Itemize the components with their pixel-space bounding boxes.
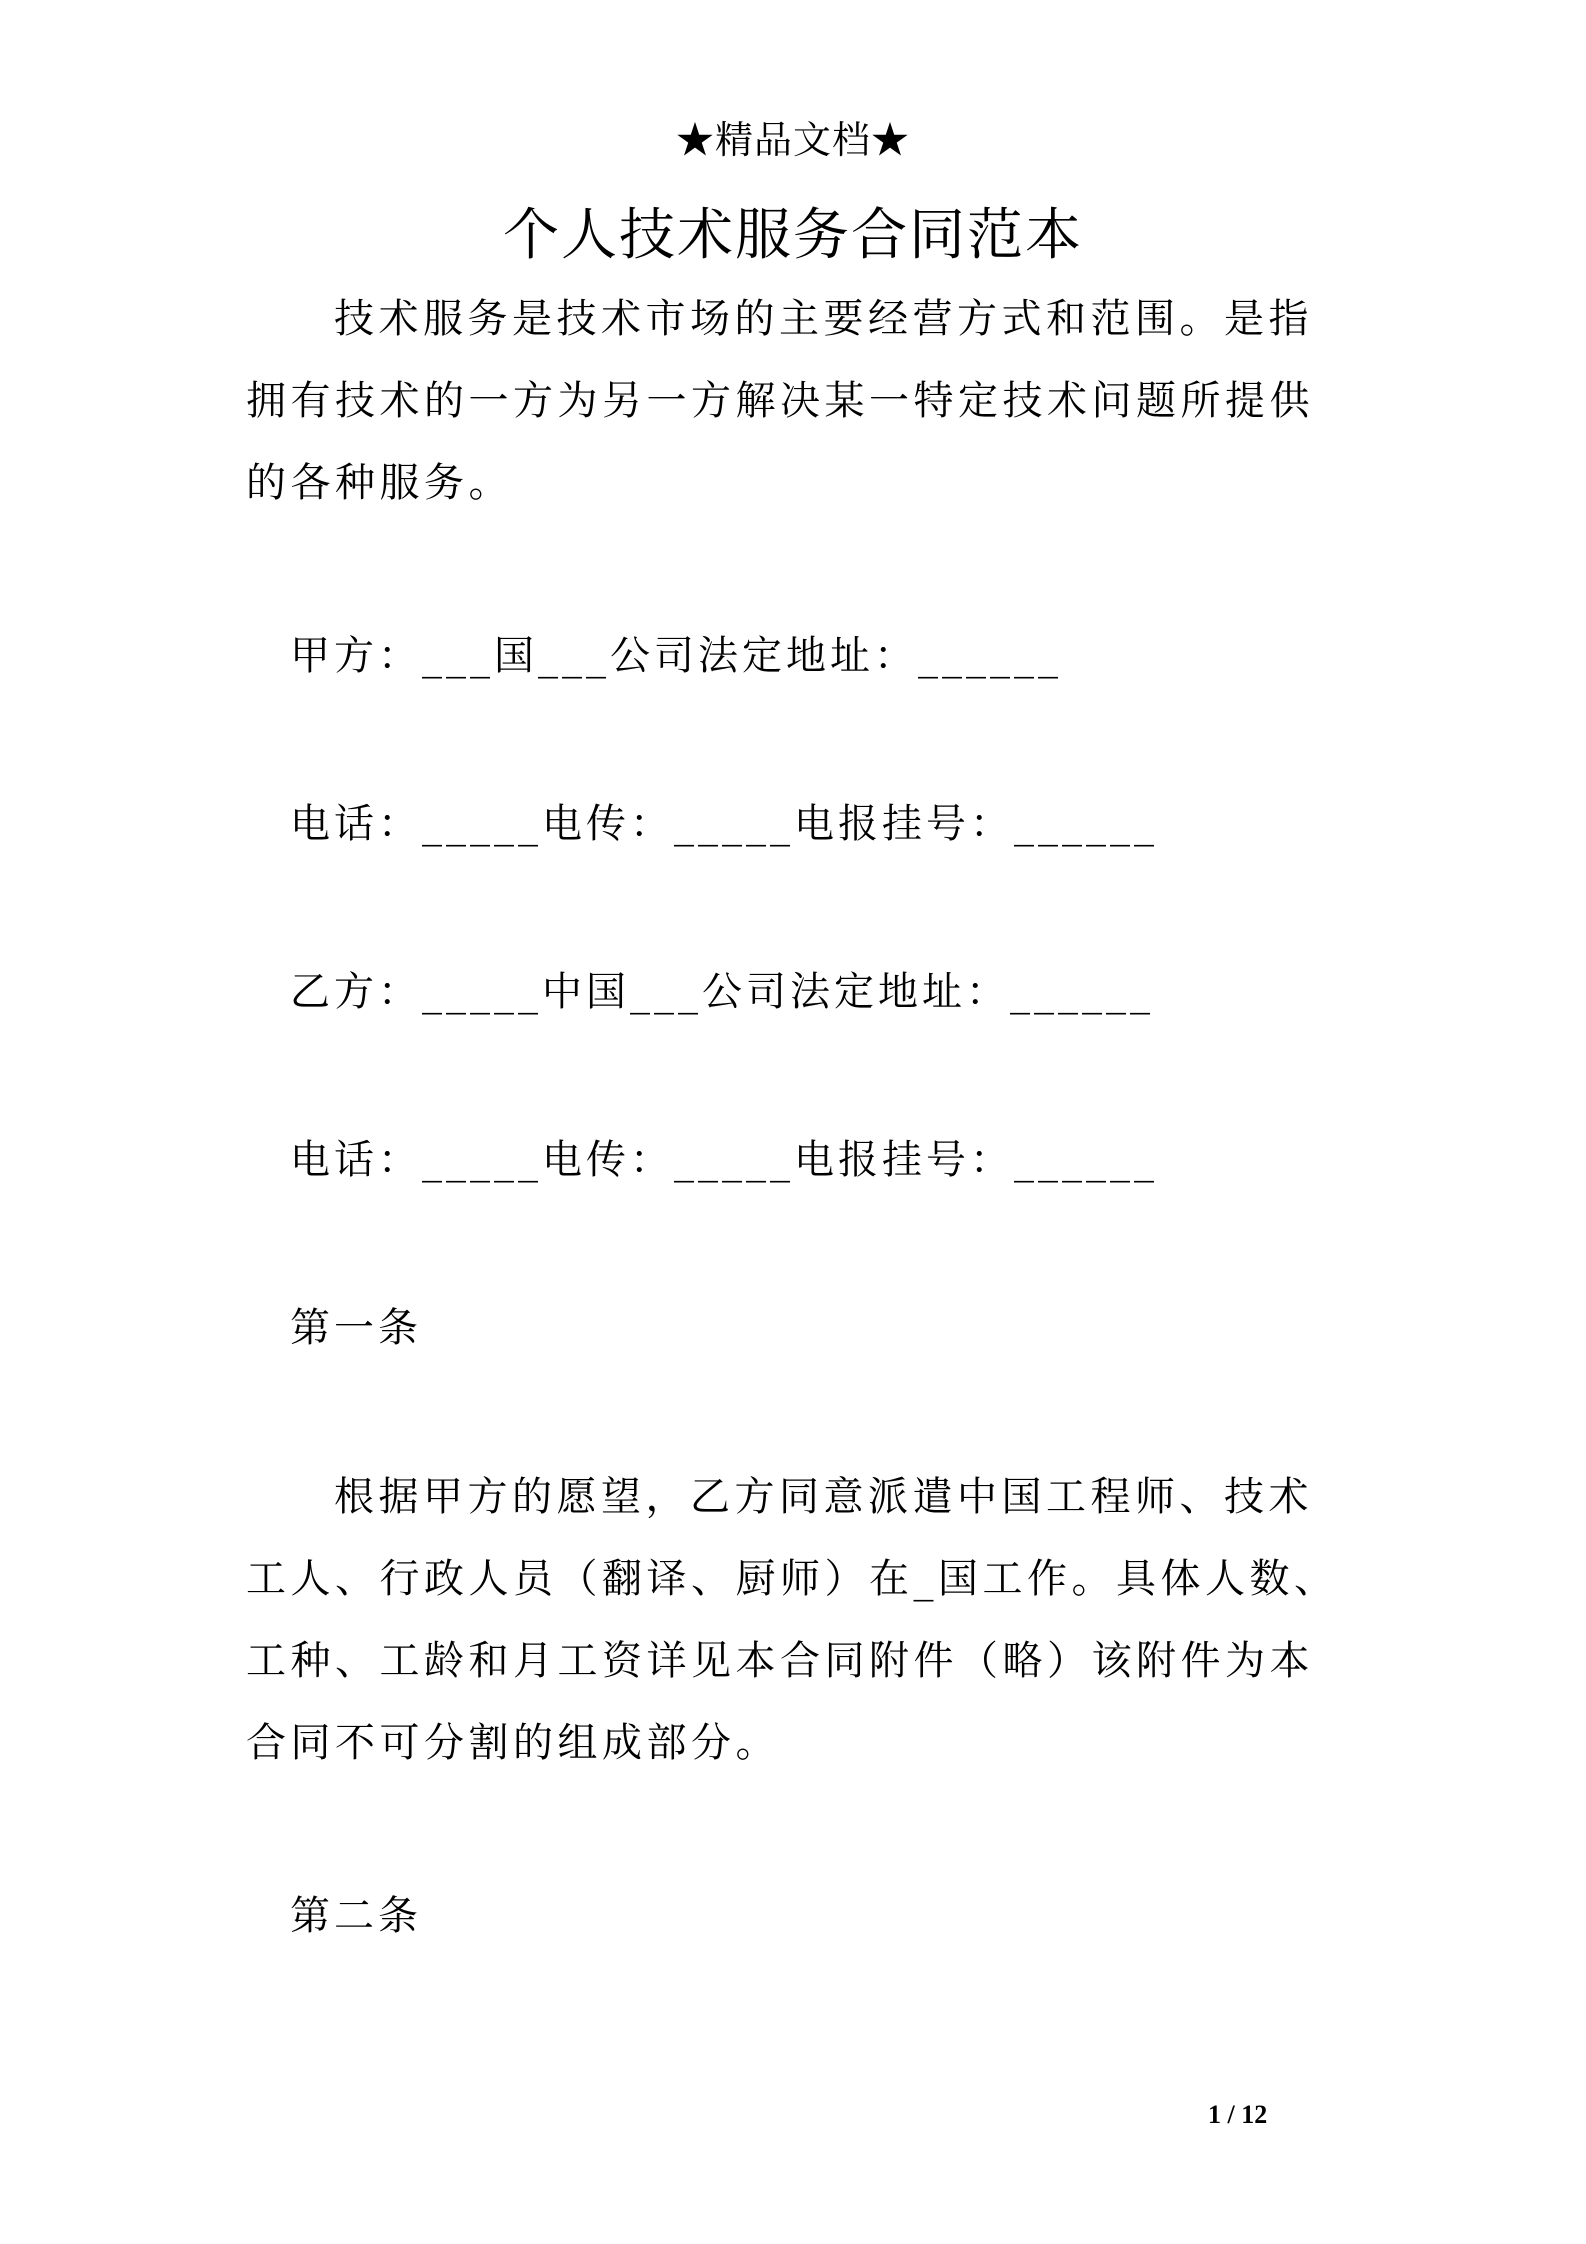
quality-badge-header: ★精品文档★ [675, 118, 910, 162]
article-1-heading: 第一条 [290, 1305, 422, 1351]
document-title: 个人技术服务合同范本 [503, 203, 1083, 268]
article-2-heading: 第二条 [290, 1893, 422, 1939]
party-b-address-line: 乙方：_____中国___公司法定地址：______ [290, 969, 1154, 1015]
article-1-body: 根据甲方的愿望，乙方同意派遣中国工程师、技术工人、行政人员（翻译、厨师）在_国工作。具体人数、工种、工龄和月工资详见本合同附件（略）该附件为本合同不可分割的组成部分。 [246, 1474, 1339, 1766]
page-number: 1 / 12 [1208, 2100, 1268, 2129]
party-b-contact-line: 电话：_____电传：_____电报挂号：______ [290, 1137, 1158, 1183]
party-a-address-line: 甲方：___国___公司法定地址：______ [290, 633, 1062, 679]
intro-paragraph: 技术服务是技术市场的主要经营方式和范围。是指拥有技术的一方为另一方解决某一特定技术问题所提供的各种服务。 [246, 296, 1314, 506]
party-a-contact-line: 电话：_____电传：_____电报挂号：______ [290, 801, 1158, 847]
